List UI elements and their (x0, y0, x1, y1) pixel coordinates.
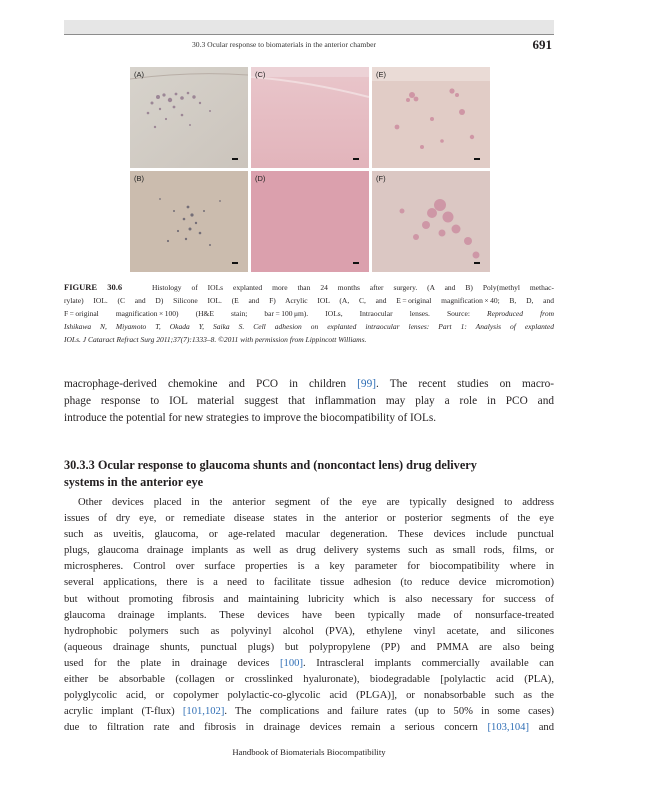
heading-line: systems in the anterior eye (64, 475, 204, 489)
running-title: 30.3 Ocular response to biomaterials in the anterior chamber (191, 40, 377, 49)
caption-line: F = original magnification × 100) (H&E stain; bar = 100 μm). IOLs, Intraocular lenses. Source: (64, 309, 488, 318)
scale-bar (353, 158, 359, 160)
intro-line: phage response to IOL material suggest that inflammation may play a role in PCO and (64, 395, 554, 407)
intro-line: introduce the potential for new strategies to improve the biocompatibility of IOLs. (64, 412, 437, 424)
body-line: issues of dry eye, or remediate disease states in the anterior or posterior segments of the eye (64, 513, 554, 525)
figure-30-6 (130, 67, 490, 272)
iol-histology-panel-f (372, 171, 490, 272)
heading-line: 30.3.3 Ocular response to glaucoma shunts and (noncontact lens) drug delivery (64, 458, 477, 472)
caption-source-line: IOLs. J Cataract Refract Surg 2011;37(7):1333–8. ©2011 with permission from Lippincott Williams. (64, 335, 367, 344)
caption-source-line: Ishikawa N, Miyamoto T, Okada Y, Saika S. Cell adhesion on explanted intraocular lenses: Part 1: Analysis of explanted (64, 322, 554, 331)
panel-label: (C) (255, 70, 266, 79)
panel-label: (E) (376, 70, 386, 79)
page-number: 691 (532, 37, 552, 52)
iol-histology-panel-c (251, 67, 369, 168)
citation-link[interactable]: [99] (357, 378, 376, 390)
body-line: glaucoma drainage implants. These devices have been typically made of nonsurface-treated (64, 609, 554, 621)
body-line: microspheres. Control over surface properties is a key parameter for biocompatibility where in (64, 561, 554, 573)
body-line: such as uveitis, glaucoma, or age-related macular degeneration. These devices include punctual (64, 529, 554, 541)
body-line: Other devices placed in the anterior segment of the eye are typically designed to address (78, 497, 554, 508)
text-run: used for the plate in drainage devices (64, 657, 281, 669)
body-line: hydrophobic polymers such as polyvinyl alcohol (PVA), ethylene vinyl acetate, and silicones (64, 625, 554, 637)
citation-link[interactable]: [101,102] (182, 706, 225, 718)
caption-source-start: Reproduced from (487, 309, 554, 318)
text-run: . The complications and failure rates (up to 50% in some cases) (224, 706, 554, 718)
iol-histology-panel-a (130, 67, 248, 168)
text-run: macrophage-derived chemokine and PCO in children (64, 378, 358, 390)
body-line: but without promoting fibrosis and maintaining lubricity which is also necessary for success of (64, 593, 554, 605)
iol-histology-panel-e (372, 67, 490, 168)
body-line: plugs, glaucoma drainage implants as well as drug delivery systems such as small rods, films, or (64, 545, 554, 557)
scale-bar (353, 262, 359, 264)
figure-label: FIGURE 30.6 (64, 282, 123, 292)
book-title-footer: Handbook of Biomaterials Biocompatibility (232, 747, 386, 757)
header-rule (64, 34, 554, 35)
figure-caption (64, 281, 554, 346)
panel-label: (A) (134, 70, 144, 79)
scale-bar (232, 262, 238, 264)
iol-histology-panel-b (130, 171, 248, 272)
text-run: . Intrascleral implants commercially available can (302, 657, 554, 669)
scale-bar (474, 158, 480, 160)
body-line: polyglycolic acid, or copolymer polylactic-co-glycolic acid (PLGA)], or nonabsorbable such as the (64, 690, 554, 702)
body-line: (aqueous drainage shunts, punctual plugs) but polypropylene (PP) and PMMA are also being (64, 641, 554, 653)
header-bar (64, 20, 554, 34)
text-run: due to filtration rate and fibrosis in drainage devices remain a serious concern (64, 722, 488, 734)
iol-histology-panel-d (251, 171, 369, 272)
text-run: . The recent studies on macro- (376, 378, 555, 390)
citation-link[interactable]: [103,104] (487, 722, 530, 734)
intro-paragraph (64, 376, 554, 427)
panel-label: (F) (376, 174, 386, 183)
body-line: either be absorbable (collagen or crosslinked hyaluronate), biodegradable [polylactic acid (PLA), (64, 674, 554, 686)
panel-label: (B) (134, 174, 144, 183)
caption-line: rylate) IOL. (C and D) Silicone IOL. (E and F) Acrylic IOL (A, C, and E = original magnification × 40; B, D, and (64, 296, 554, 305)
caption-line: Histology of IOLs explanted more than 24 months after surgery. (A and B) Poly(methyl methac- (151, 283, 554, 292)
section-body (64, 495, 554, 736)
panel-label: (D) (255, 174, 266, 183)
section-heading (64, 457, 554, 491)
body-line: several applications, there is a need to facilitate tissue adhesion (to reduce device micromotion) (64, 577, 554, 589)
text-run: and (529, 722, 554, 734)
text-run: acrylic implant (T-flux) (64, 706, 183, 718)
scale-bar (474, 262, 480, 264)
citation-link[interactable]: [100] (280, 657, 303, 669)
scale-bar (232, 158, 238, 160)
